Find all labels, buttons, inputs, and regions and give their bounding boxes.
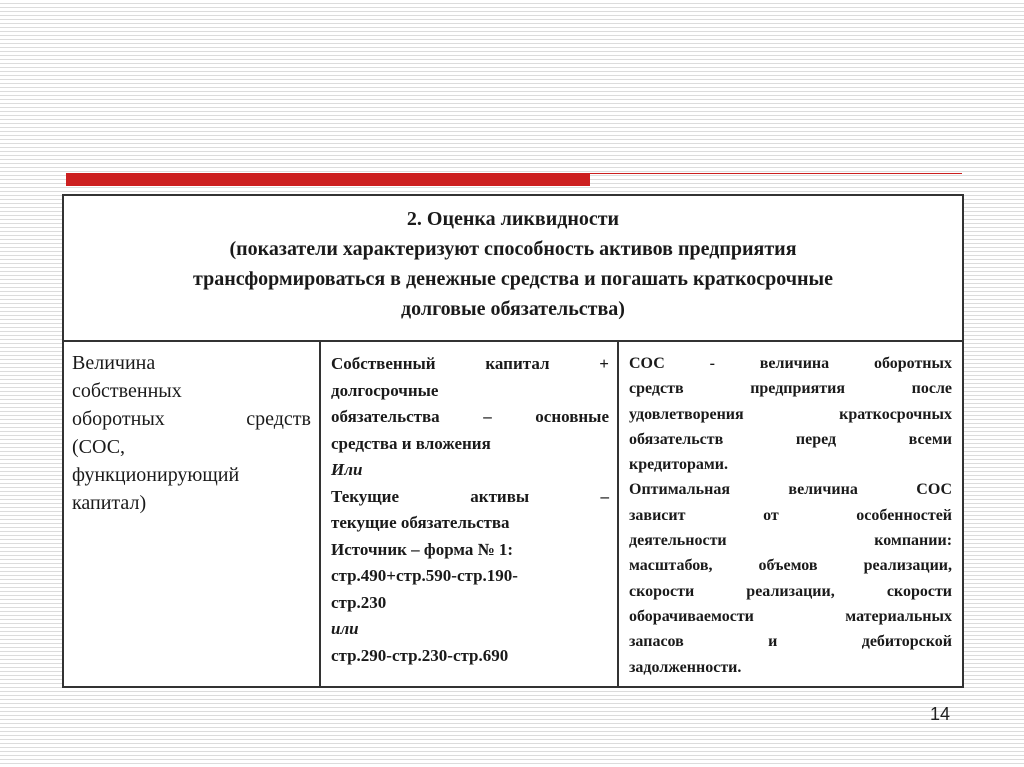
description-line: скорости реализации, скорости [629, 582, 953, 600]
formula-line: Источник – форма № 1: [331, 539, 514, 559]
section-subtitle-line: долговые обязательства) [401, 298, 625, 320]
formula-line: Собственный капитал + [331, 354, 609, 373]
indicator-line: функционирующий [72, 464, 240, 486]
indicator-line: оборотных средств [72, 408, 311, 430]
formula-line: стр.490+стр.590-стр.190- [331, 566, 518, 585]
formula-line: Текущие активы – [331, 486, 609, 506]
section-subtitle-line: (показатели характеризуют способность активов предприятия [229, 238, 797, 260]
indicator-line: капитал) [72, 492, 147, 514]
description-line: деятельности компании: [629, 532, 953, 550]
formula-line: стр.290-стр.230-стр.690 [331, 645, 509, 665]
indicator-line: собственных [72, 380, 182, 402]
liquidity-table [62, 194, 964, 688]
formula-cell [320, 341, 618, 687]
section-subtitle-line: трансформироваться в денежные средства и погашать краткосрочные [193, 268, 833, 290]
table-row [63, 341, 963, 687]
description-line: задолженности. [629, 658, 742, 676]
formula-line: стр.230 [331, 592, 387, 612]
description-line: СОС - величина оборотных [629, 355, 953, 372]
formula-line: средства и вложения [331, 433, 491, 453]
accent-line [590, 173, 962, 174]
formula-line: обязательства – основные [331, 407, 609, 426]
description-line: зависит от особенностей [629, 506, 953, 524]
description-line: обязательств перед всеми [629, 430, 953, 448]
description-line: Оптимальная величина СОС [629, 481, 953, 499]
indicator-line: Величина [72, 352, 156, 374]
description-cell [618, 341, 963, 687]
table-header-row [63, 195, 963, 341]
description-line: запасов и дебиторской [629, 633, 953, 651]
accent-bar [66, 173, 590, 186]
description-line: масштабов, объемов реализации, [629, 557, 953, 575]
formula-line: долгосрочные [331, 380, 439, 400]
formula-line: или [331, 619, 359, 638]
table-header-cell [63, 195, 963, 341]
description-line: удовлетворения краткосрочных [629, 405, 953, 423]
indicator-line: (СОС, [72, 436, 126, 458]
indicator-cell [63, 341, 320, 687]
section-title: 2. Оценка ликвидности [406, 208, 620, 230]
formula-line: Или [331, 460, 363, 479]
formula-line: текущие обязательства [331, 513, 510, 532]
page-number: 14 [929, 704, 950, 724]
description-line: кредиторами. [629, 456, 728, 474]
description-line: оборачиваемости материальных [629, 607, 953, 625]
description-line: средств предприятия после [629, 380, 953, 398]
